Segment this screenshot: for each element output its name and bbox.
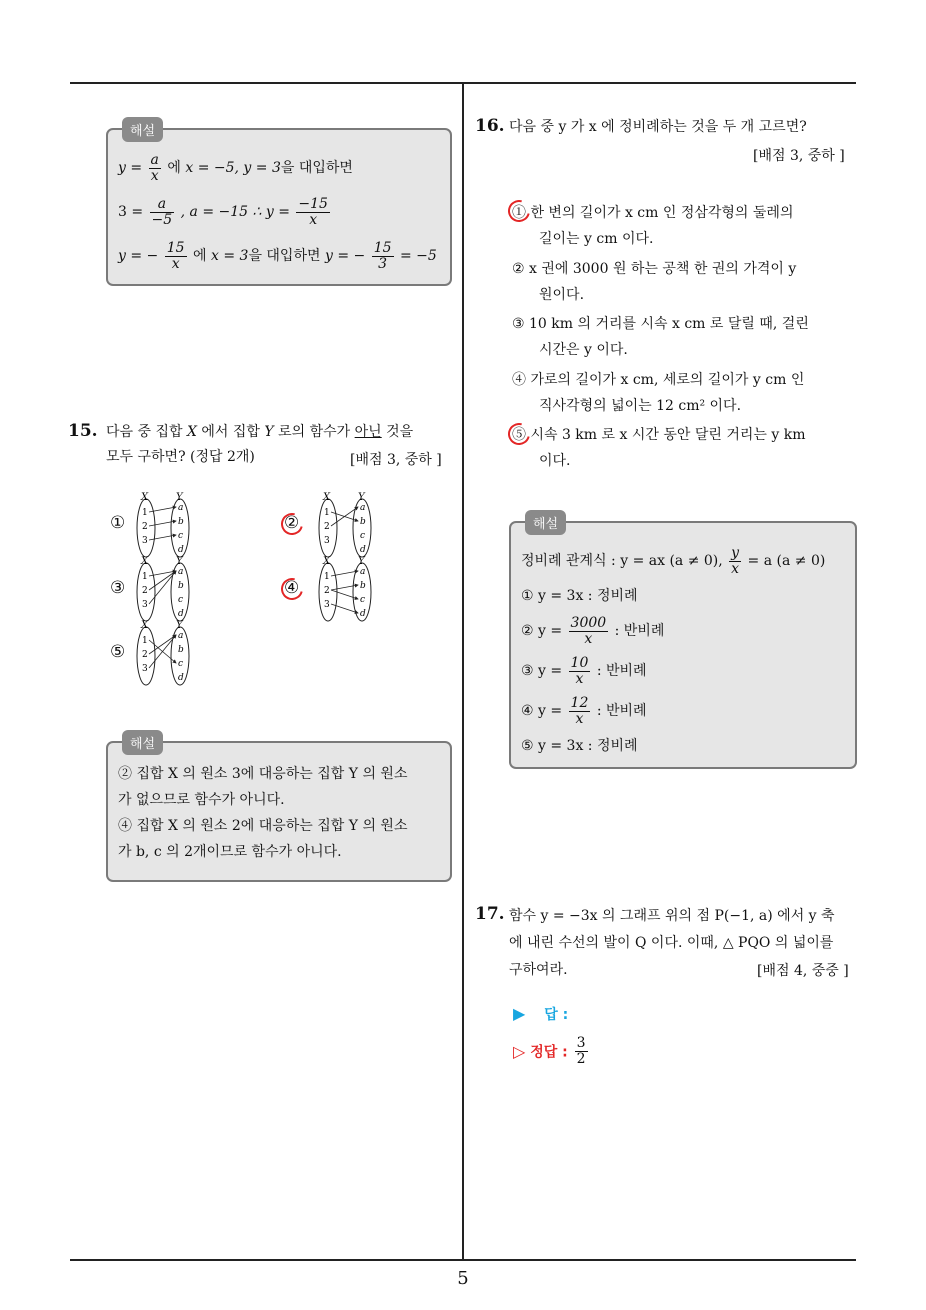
set-x-element: 3 xyxy=(324,600,330,610)
option-label-2: ② xyxy=(284,513,300,533)
correct-answer-row xyxy=(513,1036,590,1067)
correct-arrow-icon: ▷ xyxy=(513,1042,526,1061)
solution-line: 가 없으므로 함수가 아니다. xyxy=(118,792,285,808)
option-3[interactable]: ③ 10 km 의 거리를 시속 x cm 로 달릴 때, 걸린 시간은 y 이다. xyxy=(512,316,809,358)
set-x-element: 2 xyxy=(324,586,330,596)
solution-line: ④ 집합 X 의 원소 2에 대응하는 집합 Y 의 원소 xyxy=(118,818,408,834)
set-x-element: 1 xyxy=(324,572,330,582)
answer-label: 답 : xyxy=(544,1007,569,1023)
set-x-element: 3 xyxy=(142,536,148,546)
fraction: $\frac{15}{3}$ xyxy=(373,239,392,272)
set-y-element: c xyxy=(360,595,366,605)
solution-line: ① y = 3x : 정비례 xyxy=(521,588,638,604)
option-2[interactable]: ② x 권에 3000 원 하는 공책 한 권의 가격이 y 원이다. xyxy=(512,261,797,303)
set-x-label: X xyxy=(323,492,331,503)
question-line: 다음 중 집합 X 에서 집합 Y 로의 함수가 아닌 것을 xyxy=(106,424,414,440)
solution-box-14 xyxy=(106,124,452,286)
mapping-arrow xyxy=(149,521,176,526)
set-y-label: Y xyxy=(176,492,183,503)
set-y-element: a xyxy=(178,503,184,513)
solution-body xyxy=(118,146,442,278)
solution-line: ④ y = $\frac{12}{x}$ : 반비례 xyxy=(521,694,647,727)
set-x-element: 2 xyxy=(324,522,330,532)
question-17-text: 함수 y = −3x 의 그래프 위의 점 P(−1, a) 에서 y 축 에 내린 수선의 발이 Q 이다. 이때, △ PQO 의 넓이를 구하여라. xyxy=(509,908,835,978)
set-y-element: b xyxy=(360,517,366,527)
option-label-1: ① xyxy=(110,513,126,533)
question-number-15: 15. xyxy=(68,421,98,441)
option-4[interactable]: ④ 가로의 길이가 x cm, 세로의 길이가 y cm 인 직사각형의 넓이는 12 cm² 이다. xyxy=(512,372,805,414)
set-y-label: Y xyxy=(358,492,365,503)
set-y-element: d xyxy=(178,673,184,683)
solution-line: 정비례 관계식 : y = ax (a ≠ 0), $\frac{y}{x}$ = a (a ≠ 0) xyxy=(521,544,826,577)
solution-tag: 해설 xyxy=(122,117,163,142)
answer-row[interactable] xyxy=(513,1004,568,1024)
set-x-label: X xyxy=(141,556,149,567)
set-y-element: a xyxy=(360,503,366,513)
set-y-label: Y xyxy=(176,556,183,567)
set-y-element: a xyxy=(178,631,184,641)
set-x-element: 1 xyxy=(142,508,148,518)
set-y-element: d xyxy=(178,545,184,555)
set-y-label: Y xyxy=(176,620,183,631)
set-x-element: 3 xyxy=(142,664,148,674)
question-15-score: [배점 3, 중하 ] xyxy=(350,452,442,468)
set-y-element: c xyxy=(178,595,184,605)
fraction: $\frac{-15}{x}$ xyxy=(298,195,328,228)
set-y-element: d xyxy=(178,609,184,619)
option-5[interactable]: ⑤ 시속 3 km 로 x 시간 동안 달린 거리는 y km 이다. xyxy=(512,427,806,469)
solution-tag: 해설 xyxy=(122,730,163,755)
set-y-element: d xyxy=(360,609,366,619)
set-x-element: 2 xyxy=(142,522,148,532)
mapping-arrow xyxy=(331,585,358,590)
solution-line: 가 b, c 의 2개이므로 함수가 아니다. xyxy=(118,844,342,860)
column-divider xyxy=(462,83,464,1259)
correct-answer-value: $\frac{3}{2}$ xyxy=(576,1035,586,1067)
option-label-3: ③ xyxy=(110,578,126,598)
solution-body xyxy=(521,541,847,761)
question-16-score: [배점 3, 중하 ] xyxy=(753,148,845,164)
solution-body xyxy=(118,761,442,865)
solution-box-15 xyxy=(106,737,452,882)
solution-line: ② y = $\frac{3000}{x}$ : 반비례 xyxy=(521,614,665,647)
set-y-label: Y xyxy=(358,556,365,567)
answer-arrow-icon: ▶ xyxy=(513,1004,526,1023)
page-number: 5 xyxy=(457,1268,469,1289)
solution-line: 3 = $\frac{a}{-5}$ , a = −15 ∴ y = $\frac{-15}{x}$ xyxy=(118,195,328,228)
set-y-element: a xyxy=(178,567,184,577)
set-x-element: 1 xyxy=(324,508,330,518)
set-y-element: c xyxy=(360,531,366,541)
solution-line: ⑤ y = 3x : 정비례 xyxy=(521,738,638,754)
set-y-element: b xyxy=(360,581,366,591)
option-1[interactable]: ① 한 변의 길이가 x cm 인 정삼각형의 둘레의 길이는 y cm 이다. xyxy=(512,205,794,247)
set-x-label: X xyxy=(323,556,331,567)
fraction: $\frac{a}{x}$ xyxy=(150,151,159,184)
question-line: 모두 구하면? (정답 2개) xyxy=(106,449,255,465)
question-17-score: [배점 4, 중중 ] xyxy=(757,963,849,979)
correct-answer-label: 정답 : xyxy=(530,1044,568,1061)
solution-line: y = − $\frac{15}{x}$ 에 x = 3을 대입하면 y = − $\frac{15}{3}$ = −5 xyxy=(118,239,437,272)
option-label-5: ⑤ xyxy=(110,642,126,662)
set-y-element: b xyxy=(178,581,184,591)
fraction: $\frac{a}{-5}$ xyxy=(151,195,173,228)
question-16-text: 다음 중 y 가 x 에 정비례하는 것을 두 개 고르면? xyxy=(509,119,807,135)
set-x-element: 2 xyxy=(142,586,148,596)
question-number-17: 17. xyxy=(475,904,505,924)
bottom-rule xyxy=(70,1259,856,1261)
set-x-element: 1 xyxy=(142,636,148,646)
set-x-element: 2 xyxy=(142,650,148,660)
set-x-label: X xyxy=(141,620,149,631)
solution-line: y = $\frac{a}{x}$ 에 x = −5, y = 3을 대입하면 xyxy=(118,151,353,184)
set-x-label: X xyxy=(141,492,149,503)
set-y-element: b xyxy=(178,645,184,655)
set-y-element: b xyxy=(178,517,184,527)
solution-line: ② 집합 X 의 원소 3에 대응하는 집합 Y 의 원소 xyxy=(118,766,408,782)
mapping-arrow xyxy=(331,590,358,599)
set-x-element: 3 xyxy=(324,536,330,546)
set-y-element: c xyxy=(178,531,184,541)
set-x-element: 1 xyxy=(142,572,148,582)
solution-tag: 해설 xyxy=(525,510,566,535)
option-label-4: ④ xyxy=(284,578,300,598)
set-x-element: 3 xyxy=(142,600,148,610)
fraction: $\frac{15}{x}$ xyxy=(166,239,185,272)
set-y-element: a xyxy=(360,567,366,577)
set-y-element: c xyxy=(178,659,184,669)
question-number-16: 16. xyxy=(475,116,505,136)
solution-line: ③ y = $\frac{10}{x}$ : 반비례 xyxy=(521,654,647,687)
set-y-element: d xyxy=(360,545,366,555)
solution-box-16 xyxy=(509,517,857,769)
